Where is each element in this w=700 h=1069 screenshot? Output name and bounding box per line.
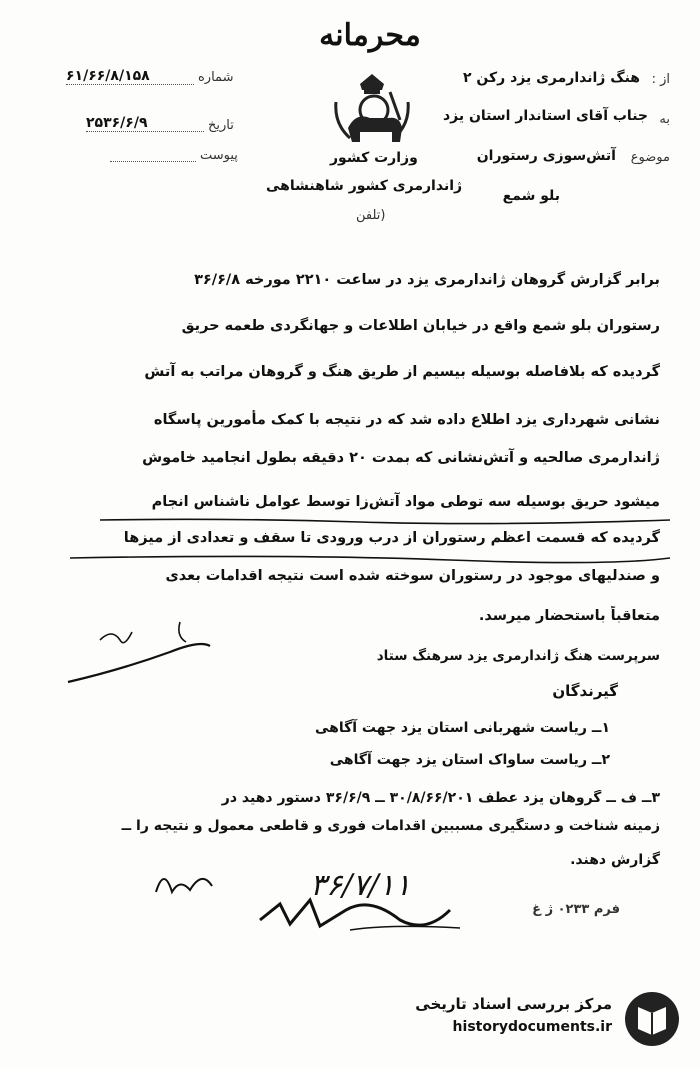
body-line-1: برابر گزارش گروهان ژاندارمری یزد در ساعت ۲۲۱۰ مورخه ۳۶/۶/۸ xyxy=(194,272,660,288)
from-value: هنگ ژاندارمری یزد رکن ۲ xyxy=(462,70,640,86)
archive-logo-icon xyxy=(622,989,682,1049)
recipient-2: ۲ــ ریاست ساواک استان یزد جهت آگاهی xyxy=(329,752,610,768)
handwritten-underlines-icon xyxy=(30,500,670,620)
handwritten-date: ۳۶/۷/۱۱ xyxy=(310,868,411,903)
attachment-label: پیوست xyxy=(200,148,238,163)
subject-value: آتش‌سوزی رستوران xyxy=(476,148,616,164)
confidential-title: محرمانه xyxy=(319,18,421,53)
attachment-line xyxy=(110,160,196,162)
ministry-name: وزارت کشور xyxy=(330,150,418,166)
signature-scribble-icon xyxy=(60,618,240,688)
body-line-6: میشود حریق بوسیله سه توطی مواد آتش‌زا توسط عوامل ناشناس انجام xyxy=(151,494,660,510)
body-line-4: نشانی شهرداری یزد اطلاع داده شد که در نتیجه با کمک مأمورین پاسگاه xyxy=(153,412,660,428)
subject-label: موضوع xyxy=(630,150,670,165)
body-line-7: گردیده که قسمت اعظم رستوران از درب ورودی تا سقف و تعدادی از میزها xyxy=(123,530,660,546)
recipient-1: ۱ــ ریاست شهربانی استان یزد جهت آگاهی xyxy=(314,720,610,736)
restaurant-name: بلو شمع xyxy=(502,188,560,204)
signature-line: سرپرست هنگ ژاندارمری یزد سرهنگ ستاد xyxy=(376,648,660,664)
body-line-2: رستوران بلو شمع واقع در خیابان اطلاعات و جهانگردی طعمه حریق xyxy=(181,318,660,334)
stamp-scribble-icon xyxy=(250,890,470,940)
from-label: از : xyxy=(651,72,670,87)
lion-and-sun-emblem-icon xyxy=(330,72,414,152)
recipients-heading: گیرندگان xyxy=(552,682,618,700)
gendarmerie-name: ژاندارمری کشور شاهنشاهی xyxy=(266,178,463,194)
to-value: جناب آقای استاندار استان یزد xyxy=(442,108,648,124)
date-value: ۲۵۳۶/۶/۹ xyxy=(86,115,204,132)
recipient-3-continued: زمینه شناخت و دستگیری مسببین اقدامات فوری و قاطعی معمول و نتیجه را ــ xyxy=(121,818,660,834)
recipient-3-end: گزارش دهند. xyxy=(570,852,660,868)
body-line-5: ژاندارمری صالحیه و آتش‌نشانی که بمدت ۲۰ دقیقه بطول انجامید خاموش xyxy=(142,450,660,466)
to-label: به xyxy=(659,112,670,127)
initials-scribble-icon xyxy=(150,862,220,902)
body-line-8: و صندلیهای موجود در رستوران سوخته شده است نتیجه اقدامات بعدی xyxy=(165,568,660,584)
number-label: شماره xyxy=(198,70,234,85)
body-line-9: متعاقباً باستحضار میرسد. xyxy=(478,608,660,624)
body-line-3: گردیده که بلافاصله بوسیله بیسیم از طریق هنگ و گروهان مراتب به آتش xyxy=(144,364,660,380)
archive-watermark xyxy=(382,981,682,1051)
archive-website[interactable]: historydocuments.ir xyxy=(452,1019,612,1035)
form-number: فرم ۰۲۳۳ ژ غ xyxy=(532,902,620,917)
phone-label: (تلفن xyxy=(356,208,386,223)
archive-name: مرکز بررسی اسناد تاریخی xyxy=(415,995,612,1013)
recipient-3: ۳ــ ف ــ گروهان یزد عطف ۳۰/۸/۶۶/۲۰۱ ــ ۳۶/۶/۹ دستور دهید در xyxy=(221,790,660,806)
number-value: ۶۱/۶۶/۸/۱۵۸ xyxy=(66,68,194,85)
date-label: تاریخ xyxy=(208,118,234,133)
